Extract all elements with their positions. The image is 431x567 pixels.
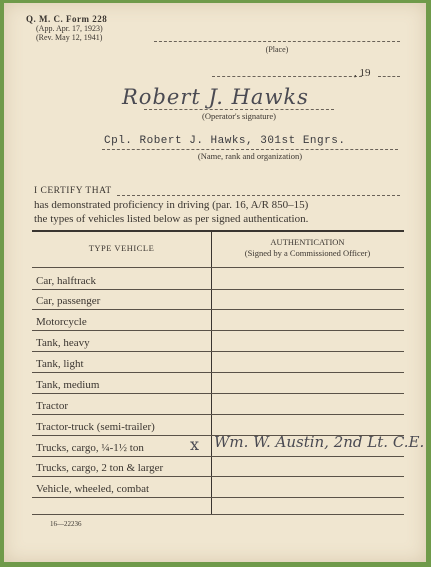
col-header-type-vehicle: TYPE VEHICLE [88,243,155,253]
header-row-line [32,267,404,268]
form-header [26,15,107,42]
table-row [32,456,404,457]
vehicle-row-label: Trucks, cargo, ¼-1½ ton [36,442,144,454]
form-title: Q. M. C. Form 228 [26,14,108,24]
authentication-header-title: AUTHENTICATION [270,237,345,247]
table-row [32,289,404,290]
vehicle-row-label: Motorcycle [36,316,87,328]
vehicle-row-label: Tank, light [36,358,84,370]
name-rank-organization: Cpl. Robert J. Hawks, 301st Engrs. [104,135,346,147]
vehicle-row-label: Car, halftrack [36,275,97,287]
table-top-rule [32,230,404,232]
table-bottom-rule [32,514,404,515]
table-row [32,476,404,477]
certification-statement [34,183,414,226]
certify-line-3: the types of vehicles listed below as per signed authentication. [34,213,309,225]
date-year-label: , 19 [354,67,371,79]
vehicle-row-label: Tank, medium [36,379,100,391]
certify-line-2: has demonstrated proficiency in driving (par. 16, A/R 850–15) [34,199,309,211]
certify-name-line [117,195,400,196]
vehicle-row-label: Tank, heavy [36,337,90,349]
check-mark: x [190,435,201,454]
vehicle-row-label: Car, passenger [36,295,101,307]
form-approved-date: (App. Apr. 17, 1923) [36,24,103,33]
table-row [32,309,404,310]
table-row [32,372,404,373]
col-header-authentication [211,237,404,259]
table-row [32,497,404,498]
vehicle-row-label: Vehicle, wheeled, combat [36,483,150,495]
certify-lead: I CERTIFY THAT [34,186,112,196]
table-row [32,393,404,394]
table-row [32,330,404,331]
vehicle-row-label: Tractor-truck (semi-trailer) [36,421,155,433]
form-page [4,3,426,562]
footer-print-code: 16—22236 [50,520,82,528]
authentication-signature: Wm. W. Austin, 2nd Lt. C.E. [214,433,425,451]
date-year-line [378,76,400,77]
operator-signature-line [144,109,334,110]
name-rank-org-label: (Name, rank and organization) [197,151,303,161]
table-row [32,414,404,415]
date-line [212,76,362,77]
authentication-header-subtitle: (Signed by a Commissioned Officer) [244,248,371,258]
operator-signature: Robert J. Hawks [122,85,309,109]
form-revised-date: (Rev. May 12, 1941) [36,33,103,42]
place-line [154,41,400,42]
name-rank-org-line [102,149,398,150]
operator-signature-label: (Operator's signature) [202,111,276,121]
vehicle-row-label: Trucks, cargo, 2 ton & larger [36,462,164,474]
vehicle-row-label: Tractor [36,400,68,412]
place-label: (Place) [265,45,289,54]
table-row [32,351,404,352]
